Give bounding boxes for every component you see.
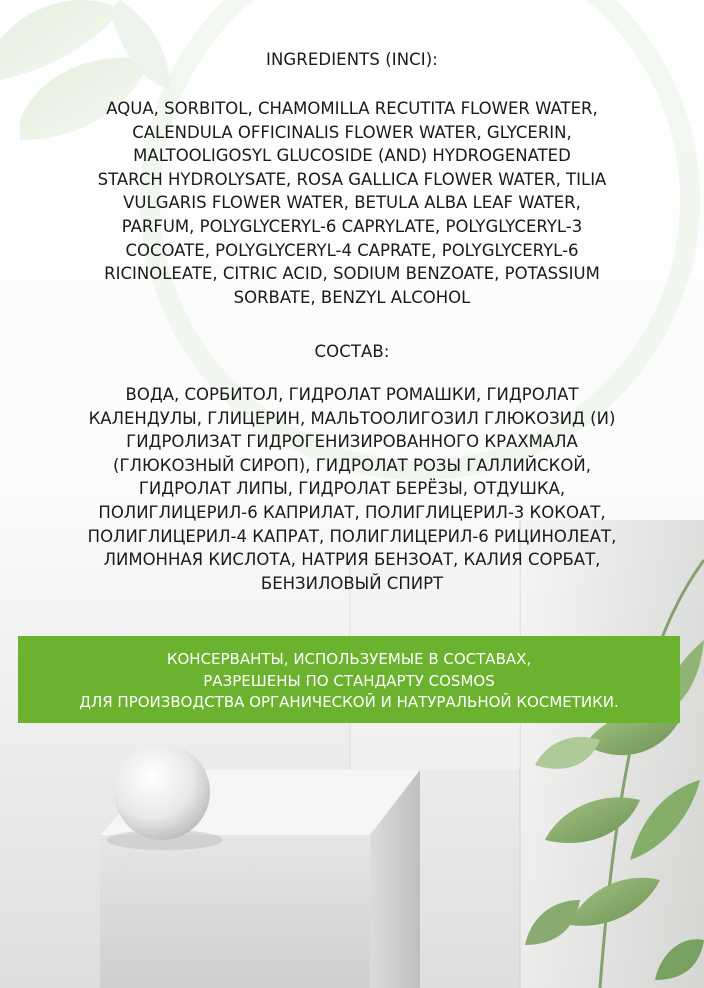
- inci-line: VULGARIS FLOWER WATER, BETULA ALBA LEAF WATER,: [123, 193, 581, 213]
- sostav-line: ПОЛИГЛИЦЕРИЛ-6 КАПРИЛАТ, ПОЛИГЛИЦЕРИЛ-3 КОКОАТ,: [98, 502, 606, 522]
- white-sphere: [114, 744, 210, 840]
- sostav-line: ПОЛИГЛИЦЕРИЛ-4 КАПРАТ, ПОЛИГЛИЦЕРИЛ-6 РИЦИНОЛЕАТ,: [87, 526, 617, 546]
- sostav-heading: СОСТАВ:: [314, 342, 390, 361]
- sostav-line: (ГЛЮКОЗНЫЙ СИРОП), ГИДРОЛАТ РОЗЫ ГАЛЛИЙСКОЙ,: [113, 455, 591, 475]
- sostav-line: КАЛЕНДУЛЫ, ГЛИЦЕРИН, МАЛЬТООЛИГОЗИЛ ГЛЮКОЗИД (И): [88, 408, 616, 428]
- inci-heading: INGREDIENTS (INCI):: [266, 50, 438, 69]
- banner-line: КОНСЕРВАНТЫ, ИСПОЛЬЗУЕМЫЕ В СОСТАВАХ,: [166, 650, 532, 668]
- sostav-line: ГИДРОЛИЗАТ ГИДРОГЕНИЗИРОВАННОГО КРАХМАЛА: [126, 432, 578, 452]
- inci-line: RICINOLEATE, CITRIC ACID, SODIUM BENZOATE, POTASSIUM: [104, 264, 600, 284]
- banner-text: [18, 649, 680, 714]
- banner-line: РАЗРЕШЕНЫ ПО СТАНДАРТУ COSMOS: [203, 671, 495, 690]
- sostav-line: ВОДА, СОРБИТОЛ, ГИДРОЛАТ РОМАШКИ, ГИДРОЛАТ: [125, 385, 579, 404]
- banner-line: ДЛЯ ПРОИЗВОДСТВА ОРГАНИЧЕСКОЙ И НАТУРАЛЬНОЙ КОСМЕТИКИ.: [79, 693, 619, 711]
- inci-line: PARFUM, POLYGLYCERYL-6 CAPRYLATE, POLYGLYCERYL-3: [121, 216, 583, 236]
- cosmos-banner: [18, 636, 680, 723]
- inci-line: SORBATE, BENZYL ALCOHOL: [233, 287, 471, 307]
- sostav-line: ГИДРОЛАТ ЛИПЫ, ГИДРОЛАТ БЕРЁЗЫ, ОТДУШКА,: [138, 479, 566, 499]
- sostav-line: ЛИМОННАЯ КИСЛОТА, НАТРИЯ БЕНЗОАТ, КАЛИЯ СОРБАТ,: [103, 550, 601, 570]
- inci-line: STARCH HYDROLYSATE, ROSA GALLICA FLOWER WATER, TILIA: [97, 169, 607, 189]
- inci-line: CALENDULA OFFICINALIS FLOWER WATER, GLYCERIN,: [132, 122, 572, 142]
- sostav-list: [0, 383, 704, 595]
- sostav-line: БЕНЗИЛОВЫЙ СПИРТ: [260, 573, 444, 593]
- inci-line: MALTOOLIGOSYL GLUCOSIDE (AND) HYDROGENATED: [133, 146, 571, 166]
- inci-line: AQUA, SORBITOL, CHAMOMILLA RECUTITA FLOWER WATER,: [106, 99, 598, 118]
- inci-line: COCOATE, POLYGLYCERYL-4 CAPRATE, POLYGLYCERYL-6: [125, 240, 579, 260]
- inci-list: [0, 97, 704, 309]
